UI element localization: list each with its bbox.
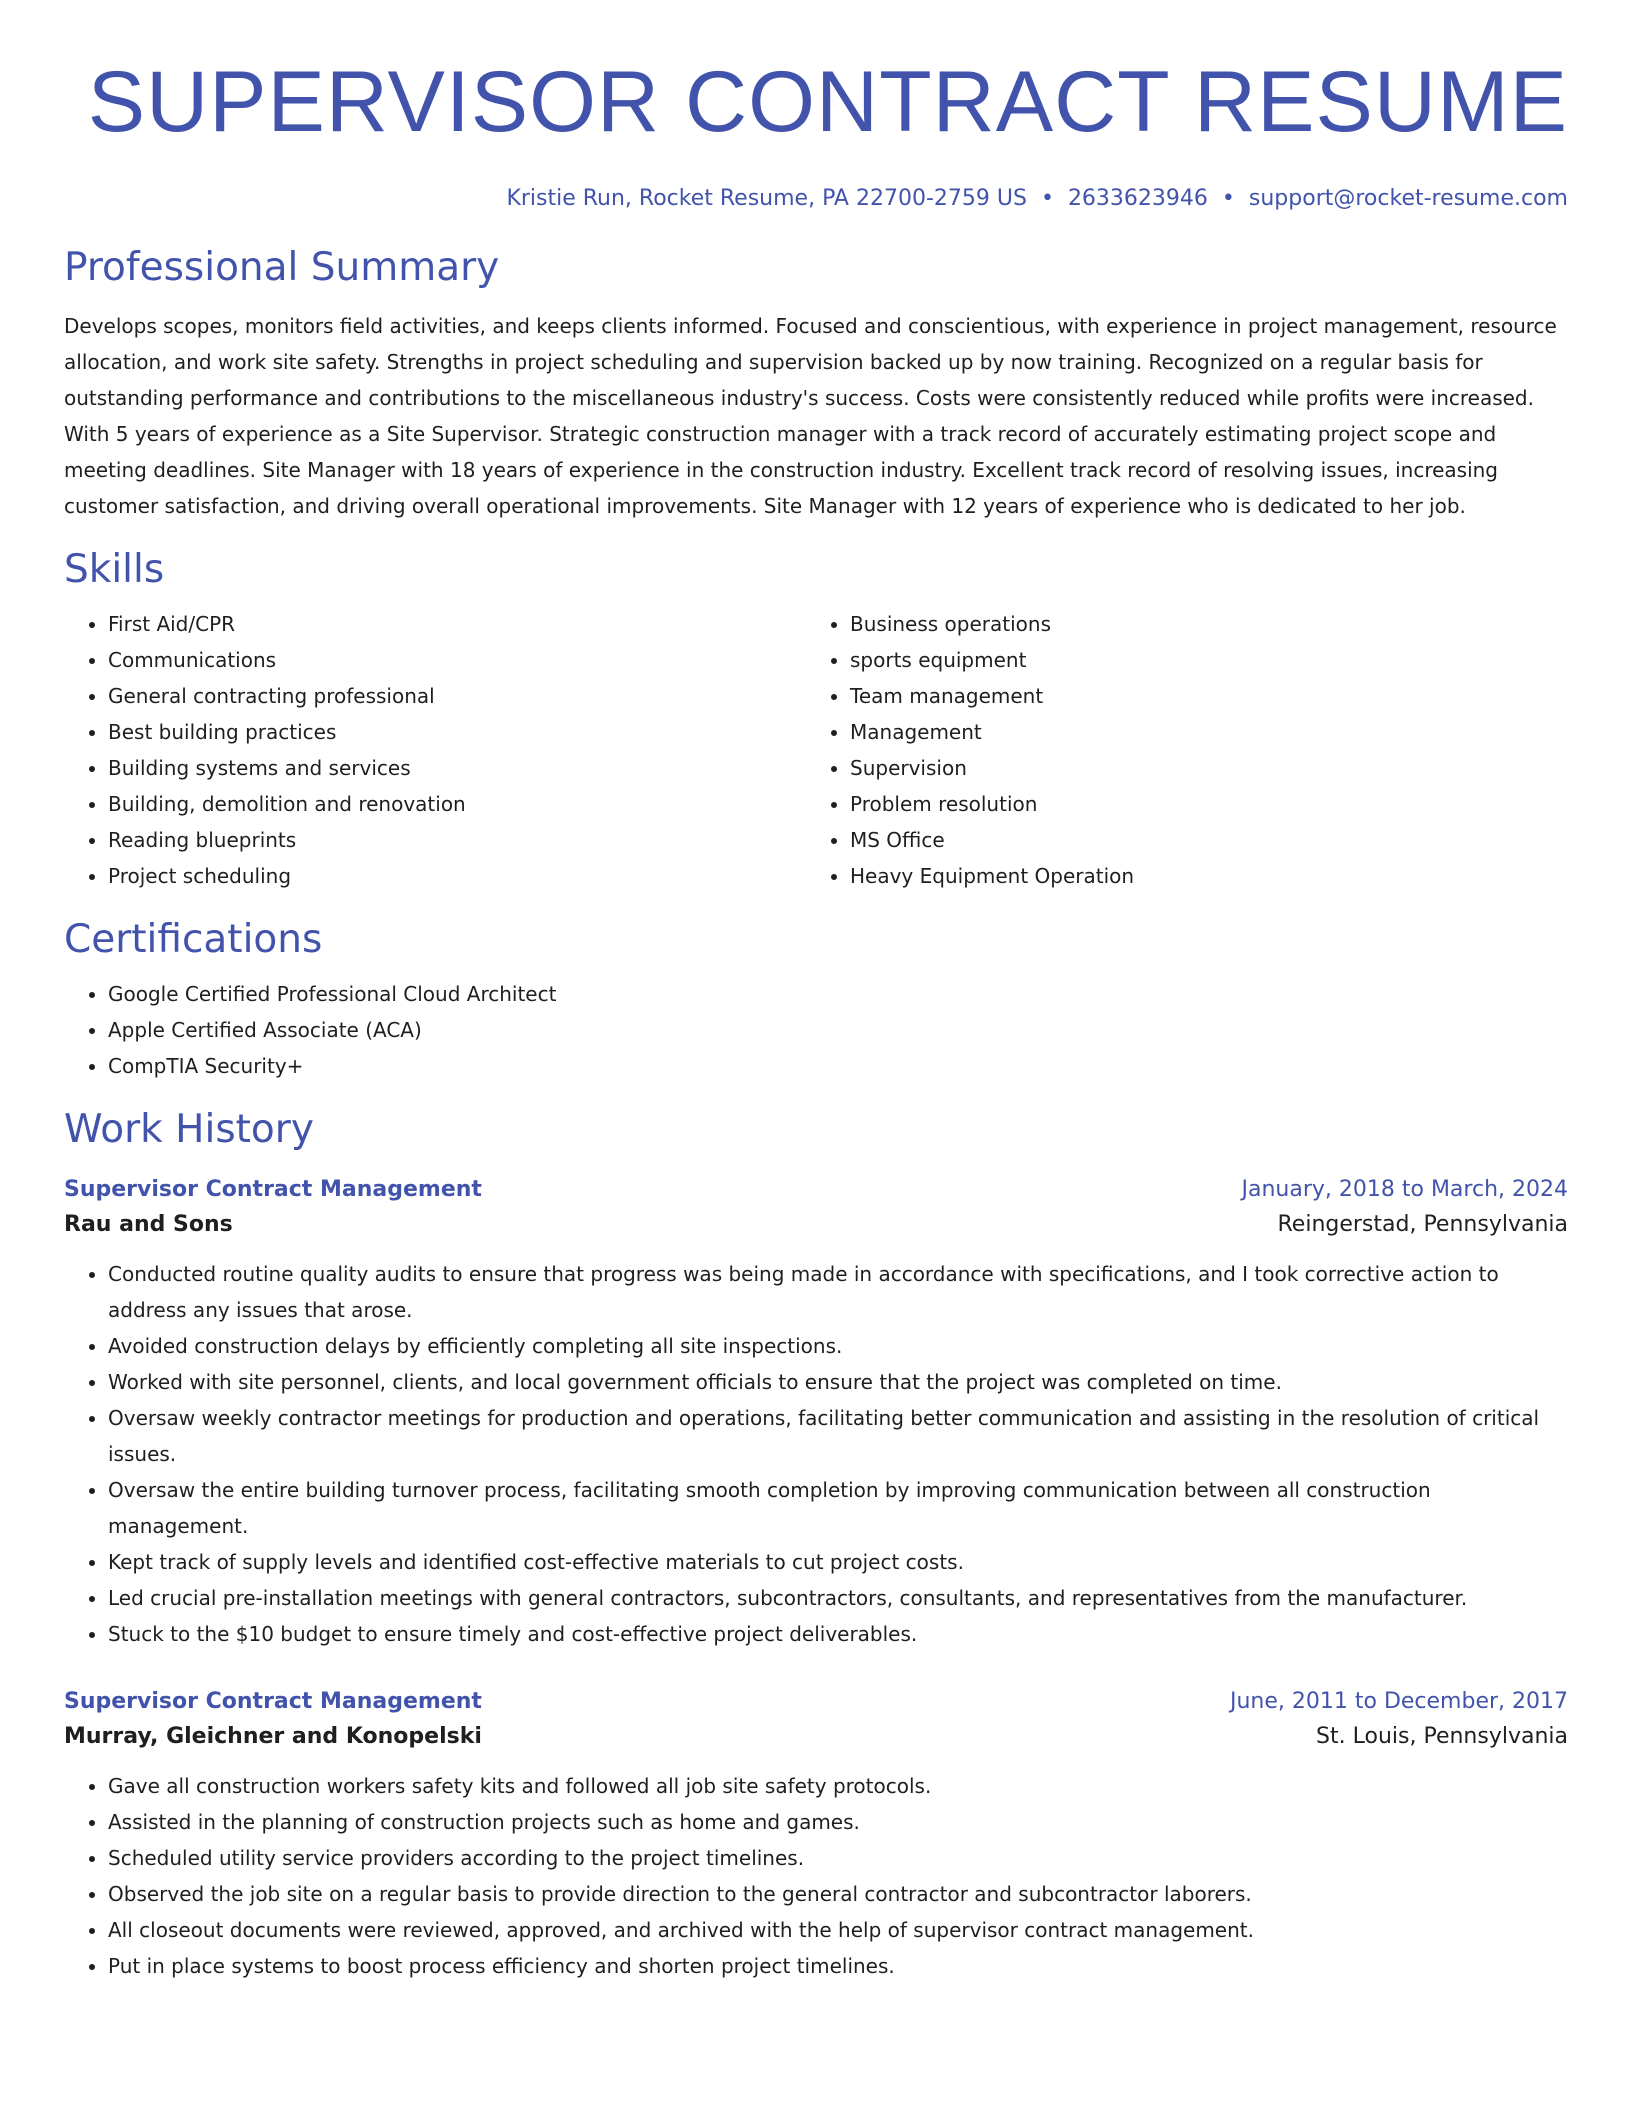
skill-item: • sports equipment [850, 642, 1500, 678]
certifications-list [64, 976, 1568, 1084]
job-bullet: • Led crucial pre-installation meetings with general contractors, subcontractors, consultants, and representatives from the manufacturer. [108, 1580, 1568, 1616]
job-bullet: • Observed the job site on a regular basis to provide direction to the general contractor and subcontractor laborers. [108, 1876, 1568, 1912]
job-bullets [64, 1768, 1568, 1984]
skills-list-right [806, 606, 1500, 894]
skill-item: • General contracting professional [108, 678, 806, 714]
job-entry [64, 1686, 1568, 1984]
job-title: Supervisor Contract Management [64, 1177, 482, 1202]
skill-item: • Problem resolution [850, 786, 1500, 822]
summary-text: Develops scopes, monitors field activities, and keeps clients informed. Focused and conscientious, with experience in project management, resource allocation, and work site safety. Strengths in project scheduling and supervision backed up by now training. Recognized on a regular basis for outstanding performance and contributions to the miscellaneous industry's success. Costs were consistently reduced while profits were increased. With 5 years of experience as a Site Supervisor. Strategic construction manager with a track record of accurately estimating project scope and meeting deadlines. Site Manager with 18 years of experience in the construction industry. Excellent track record of resolving issues, increasing customer satisfaction, and driving overall operational improvements. Site Manager with 12 years of experience who is dedicated to her job. [64, 314, 1557, 518]
contact-phone: 2633623946 [1067, 186, 1208, 211]
contact-separator: • [1221, 186, 1235, 211]
resume-page [64, 0, 1568, 1984]
section-title-work-history: Work History [64, 1107, 314, 1152]
job-dates: January, 2018 to March, 2024 [1241, 1177, 1568, 1202]
job-bullet: • Avoided construction delays by efficiently completing all site inspections. [108, 1328, 1568, 1364]
job-bullet: • Gave all construction workers safety kits and followed all job site safety protocols. [108, 1768, 1568, 1804]
job-bullet: • Worked with site personnel, clients, and local government officials to ensure that the project was completed on time. [108, 1364, 1568, 1400]
job-bullet: • Oversaw weekly contractor meetings for production and operations, facilitating better communication and assisting in the resolution of critical issues. [108, 1400, 1568, 1472]
skill-item: • Reading blueprints [108, 822, 806, 858]
skill-item: • Management [850, 714, 1500, 750]
job-company-row [64, 1206, 1568, 1244]
skill-item: • MS Office [850, 822, 1500, 858]
skill-item: • Supervision [850, 750, 1500, 786]
resume-title: SUPERVISOR CONTRACT RESUME [87, 54, 1568, 150]
certification-item: • Google Certified Professional Cloud Architect [108, 976, 1568, 1012]
skills-list-left [64, 606, 806, 894]
job-bullet: • Assisted in the planning of construction projects such as home and games. [108, 1804, 1568, 1840]
skill-item: • Business operations [850, 606, 1500, 642]
skill-item: • Project scheduling [108, 858, 806, 894]
job-title: Supervisor Contract Management [64, 1689, 482, 1714]
job-title-row [64, 1686, 1568, 1718]
job-bullet: • Conducted routine quality audits to ensure that progress was being made in accordance with specifications, and I took corrective action to address any issues that arose. [108, 1256, 1568, 1328]
skills-columns [64, 606, 1568, 894]
job-location: St. Louis, Pennsylvania [1316, 1724, 1568, 1749]
job-location: Reingerstad, Pennsylvania [1277, 1212, 1568, 1237]
job-company: Rau and Sons [64, 1212, 233, 1237]
job-bullet: • Oversaw the entire building turnover process, facilitating smooth completion by improving communication between all construction management. [108, 1472, 1568, 1544]
skill-item: • First Aid/CPR [108, 606, 806, 642]
certification-item: • CompTIA Security+ [108, 1048, 1568, 1084]
job-dates: June, 2011 to December, 2017 [1229, 1689, 1568, 1714]
contact-address: Kristie Run, Rocket Resume, PA 22700-2759 US [506, 186, 1027, 211]
job-company: Murray, Gleichner and Konopelski [64, 1724, 482, 1749]
section-title-summary: Professional Summary [64, 245, 500, 290]
job-company-row [64, 1718, 1568, 1756]
contact-email: support@rocket-resume.com [1248, 186, 1568, 211]
skill-item: • Team management [850, 678, 1500, 714]
skill-item: • Building systems and services [108, 750, 806, 786]
job-bullet: • Put in place systems to boost process efficiency and shorten project timelines. [108, 1948, 1568, 1984]
skill-item: • Best building practices [108, 714, 806, 750]
section-title-certifications: Certifications [64, 917, 323, 962]
job-bullet: • Kept track of supply levels and identified cost-effective materials to cut project costs. [108, 1544, 1568, 1580]
job-entry [64, 1174, 1568, 1652]
job-bullet: • Scheduled utility service providers according to the project timelines. [108, 1840, 1568, 1876]
skill-item: • Communications [108, 642, 806, 678]
job-bullet: • All closeout documents were reviewed, approved, and archived with the help of supervisor contract management. [108, 1912, 1568, 1948]
job-bullets [64, 1256, 1568, 1652]
section-title-skills: Skills [64, 547, 165, 592]
contact-line [64, 184, 1568, 214]
resume-header [64, 0, 1568, 214]
job-title-row [64, 1174, 1568, 1206]
skill-item: • Building, demolition and renovation [108, 786, 806, 822]
certification-item: • Apple Certified Associate (ACA) [108, 1012, 1568, 1048]
skill-item: • Heavy Equipment Operation [850, 858, 1500, 894]
contact-separator: • [1040, 186, 1054, 211]
job-bullet: • Stuck to the $10 budget to ensure timely and cost-effective project deliverables. [108, 1616, 1568, 1652]
